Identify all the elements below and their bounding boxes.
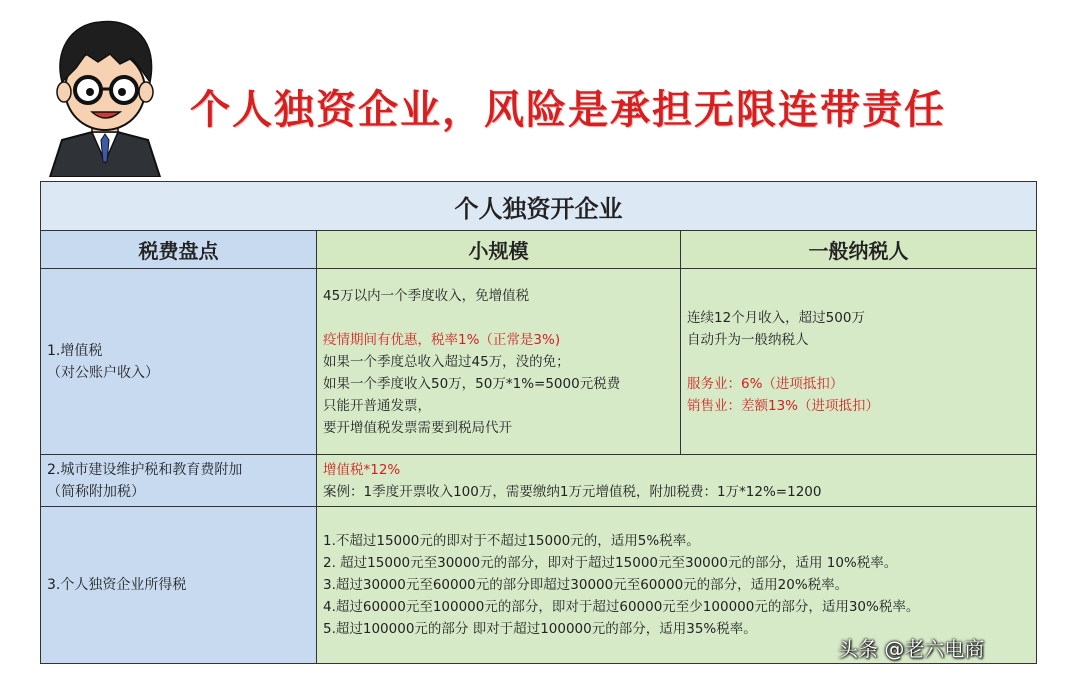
surcharge-label — [41, 455, 317, 507]
surcharge-line2: 案例：1季度开票收入100万，需要缴纳1万元增值税，附加税费：1万*12%=1200 — [323, 483, 822, 500]
spacer — [323, 307, 674, 329]
vat-label-line2: （对公账户收入） — [47, 364, 159, 381]
header — [0, 0, 1080, 178]
table-title: 个人独资开企业 — [41, 182, 1037, 231]
surcharge-detail — [317, 455, 1037, 507]
table-row-surcharge — [41, 455, 1037, 507]
header-small-scale: 小规模 — [317, 231, 681, 269]
vat-small-line1: 45万以内一个季度收入，免增值税 — [323, 287, 530, 304]
vat-general-line3: 服务业：6%（进项抵扣） — [687, 375, 844, 392]
income-tax-label: 3.个人独资企业所得税 — [41, 507, 317, 664]
table-title-row — [41, 182, 1037, 231]
vat-general-line1: 连续12个月收入，超过500万 — [687, 309, 865, 326]
vat-general — [681, 269, 1037, 455]
surcharge-line1: 增值税*12% — [323, 461, 401, 478]
watermark: 头条 @老六电商 — [838, 637, 985, 661]
vat-label — [41, 269, 317, 455]
vat-small-line6: 要开增值税发票需要到税局代开 — [323, 419, 512, 436]
header-tax-review: 税费盘点 — [41, 231, 317, 269]
table-header-row — [41, 231, 1037, 269]
vat-general-line2: 自动升为一般纳税人 — [687, 331, 809, 348]
surcharge-label-line1: 2.城市建设维护税和教育费附加 — [47, 461, 243, 478]
table-row-vat — [41, 269, 1037, 455]
income-tax-line: 5.超过100000元的部分 即对于超过100000元的部分，适用35%税率。 — [323, 621, 757, 637]
vat-label-line1: 1.增值税 — [47, 342, 103, 359]
headline: 个人独资企业，风险是承担无限连带责任 — [190, 86, 946, 133]
surcharge-label-line2: （简称附加税） — [47, 483, 145, 500]
spacer — [687, 351, 1030, 373]
vat-general-line4: 销售业：差额13%（进项抵扣） — [687, 397, 880, 414]
vat-small-scale — [317, 269, 681, 455]
header-general-taxpayer: 一般纳税人 — [681, 231, 1037, 269]
vat-small-line4: 如果一个季度收入50万，50万*1%=5000元税费 — [323, 375, 621, 392]
income-tax-line: 2. 超过15000元至30000元的部分，即对于超过15000元至30000元的部分，适用 10%税率。 — [323, 555, 898, 571]
income-tax-line: 3.超过30000元至60000元的部分即超过30000元至60000元的部分，适用20%税率。 — [323, 577, 849, 593]
tax-table — [40, 181, 1037, 664]
vat-small-line2: 疫情期间有优惠，税率1%（正常是3%) — [323, 331, 561, 348]
income-tax-line: 4.超过60000元至100000元的部分，即对于超过60000元至少100000元的部分，适用30%税率。 — [323, 599, 920, 615]
vat-small-line3: 如果一个季度总收入超过45万，没的免； — [323, 353, 570, 370]
vat-small-line5: 只能开普通发票， — [323, 397, 431, 414]
income-tax-line: 1.不超过15000元的即对于不超过15000元的，适用5%税率。 — [323, 533, 700, 549]
avatar — [40, 12, 170, 177]
